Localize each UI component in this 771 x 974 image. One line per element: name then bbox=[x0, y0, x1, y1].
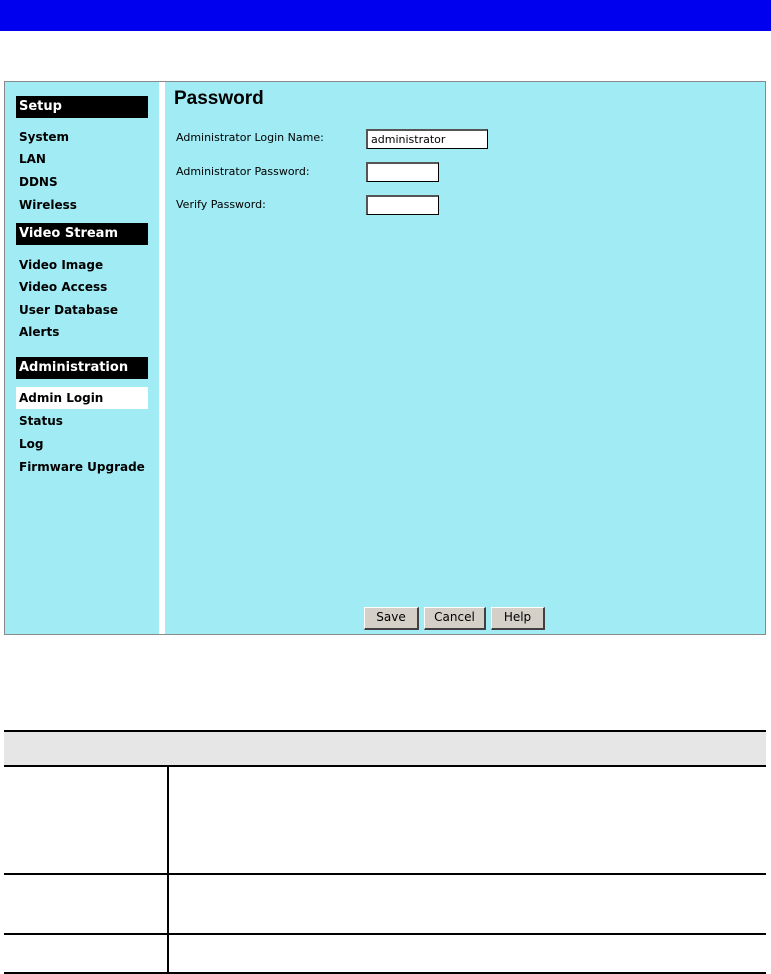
sidebar-item-admin-login[interactable]: Admin Login bbox=[16, 387, 148, 409]
admin-window bbox=[4, 81, 766, 635]
cancel-button[interactable]: Cancel bbox=[424, 607, 486, 630]
sidebar-section-video-stream: Video Stream bbox=[16, 223, 148, 245]
sidebar-item-video-image[interactable]: Video Image bbox=[19, 258, 104, 272]
save-button[interactable]: Save bbox=[364, 607, 419, 630]
column-divider bbox=[167, 875, 169, 933]
sidebar-item-status[interactable]: Status bbox=[19, 414, 63, 428]
login-name-label: Administrator Login Name: bbox=[176, 131, 324, 144]
column-divider bbox=[167, 767, 169, 873]
table-row bbox=[4, 935, 766, 974]
sidebar bbox=[5, 82, 159, 634]
sidebar-item-user-database[interactable]: User Database bbox=[19, 303, 118, 317]
verify-password-input[interactable] bbox=[366, 195, 439, 215]
column-divider bbox=[167, 935, 169, 972]
verify-password-label: Verify Password: bbox=[176, 198, 266, 211]
table-row bbox=[4, 767, 766, 875]
sidebar-item-video-access[interactable]: Video Access bbox=[19, 280, 108, 294]
main-content bbox=[165, 82, 765, 634]
login-name-input[interactable] bbox=[366, 129, 488, 149]
sidebar-section-administration: Administration bbox=[16, 357, 148, 379]
page-title: Password bbox=[174, 88, 264, 109]
sidebar-item-wireless[interactable]: Wireless bbox=[19, 198, 77, 212]
sidebar-section-setup: Setup bbox=[16, 96, 148, 118]
password-label: Administrator Password: bbox=[176, 165, 310, 178]
sidebar-item-system[interactable]: System bbox=[19, 130, 69, 144]
sidebar-item-ddns[interactable]: DDNS bbox=[19, 175, 58, 189]
help-button[interactable]: Help bbox=[491, 607, 545, 630]
sidebar-item-log[interactable]: Log bbox=[19, 437, 44, 451]
password-input[interactable] bbox=[366, 162, 439, 182]
top-banner bbox=[0, 0, 771, 31]
sidebar-item-firmware-upgrade[interactable]: Firmware Upgrade bbox=[19, 460, 145, 474]
table-header bbox=[4, 730, 766, 767]
table-row bbox=[4, 875, 766, 935]
sidebar-item-alerts[interactable]: Alerts bbox=[19, 325, 60, 339]
sidebar-item-lan[interactable]: LAN bbox=[19, 152, 46, 166]
